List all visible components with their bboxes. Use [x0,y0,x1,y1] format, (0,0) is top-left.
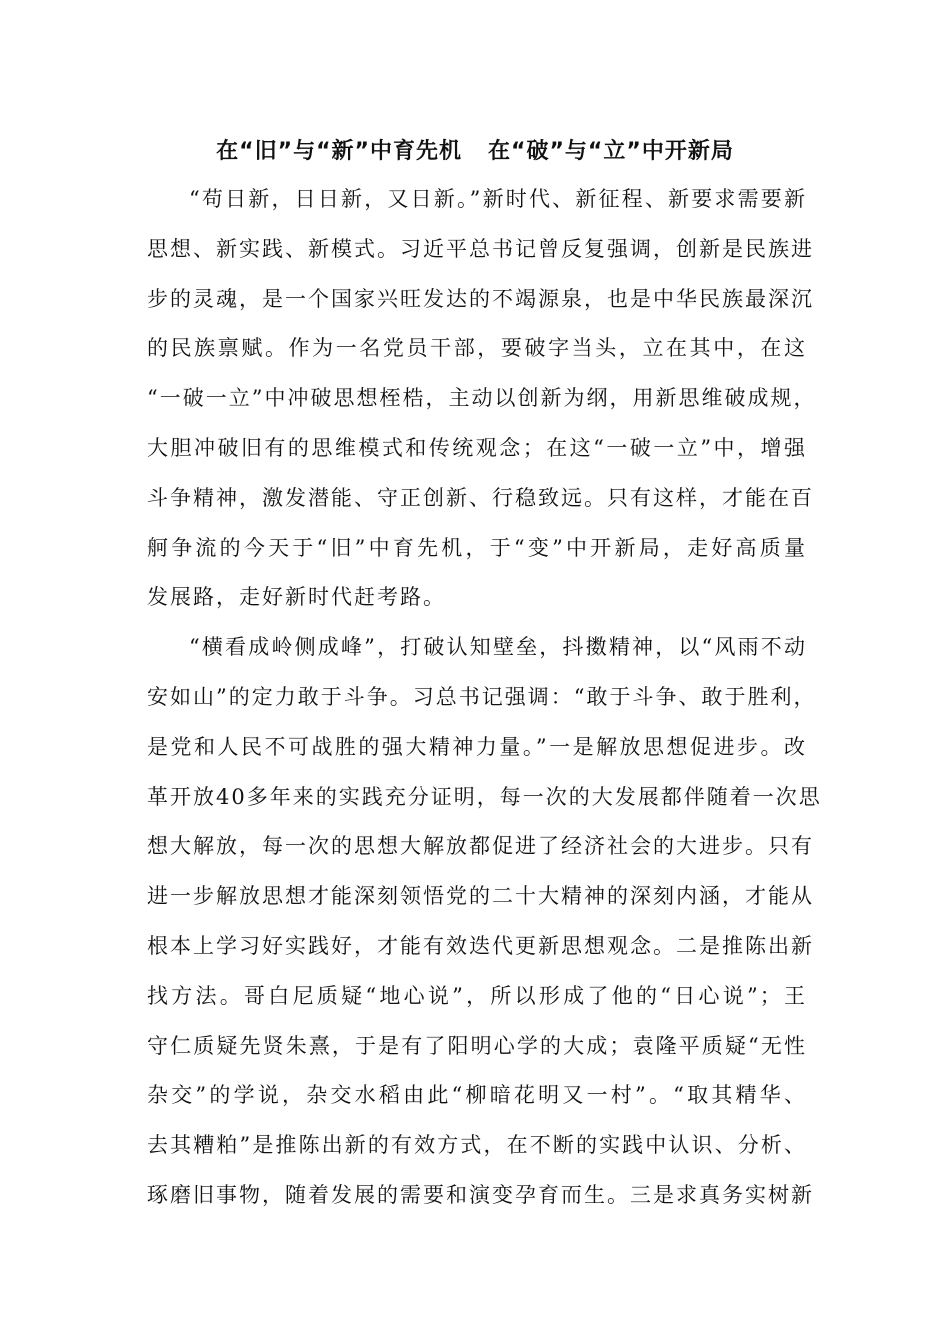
text-line [147,1071,807,1121]
document-title: 在“旧”与“新”中育先机 在“破”与“立”中开新局 [216,139,734,164]
text-line [147,822,814,872]
text-line-content: 根本上学习好实践好，才能有效迭代更新思想观念。二是推陈出新 [147,933,814,958]
text-line-content: “一破一立”中冲破思想桎梏，主动以创新为纲，用新思维破成规， [147,386,817,411]
text-line [147,524,807,574]
text-line [147,225,814,275]
text-line-content: 去其糟粕”是推陈出新的有效方式，在不断的实践中认识、分析、 [147,1133,807,1158]
text-line [147,175,807,225]
text-line [147,922,814,972]
paragraph-1 [147,175,817,623]
text-line-content: 找方法。哥白尼质疑“地心说”，所以形成了他的“日心说”；王 [147,983,807,1008]
text-line-content: 守仁质疑先贤朱熹，于是有了阳明心学的大成；袁隆平质疑“无性 [147,1033,807,1058]
text-line-content: 步的灵魂，是一个国家兴旺发达的不竭源泉，也是中华民族最深沉 [147,286,814,311]
text-line-content: 大胆冲破旧有的思维模式和传统观念；在这“一破一立”中，增强 [147,435,807,460]
text-line [147,374,817,424]
text-line-content: 的民族禀赋。作为一名党员干部，要破字当头，立在其中，在这 [147,336,807,361]
text-line-content: 安如山”的定力敢于斗争。习总书记强调：“敢于斗争、敢于胜利， [147,684,817,709]
text-line [147,1171,814,1221]
text-line-content: 革开放40多年来的实践充分证明，每一次的大发展都伴随着一次思 [147,784,822,809]
text-line-content: “横看成岭侧成峰”，打破认知壁垒，抖擞精神，以“风雨不动 [189,635,807,660]
text-line-content: 杂交”的学说，杂交水稻由此“柳暗花明又一村”。“取其精华、 [147,1083,807,1108]
text-line [147,324,807,374]
text-line-content: 琢磨旧事物，随着发展的需要和演变孕育而生。三是求真务实树新 [147,1182,814,1207]
text-line [147,872,814,922]
text-line [147,424,807,474]
text-line [147,673,817,723]
text-line [147,275,814,325]
text-line [147,972,807,1022]
text-line-content: 舸争流的今天于“旧”中育先机，于“变”中开新局，走好高质量 [147,535,807,560]
text-line-content: 是党和人民不可战胜的强大精神力量。”一是解放思想促进步。改 [147,734,807,759]
text-line [147,623,807,673]
text-line [147,1121,807,1171]
text-line [147,773,822,823]
text-line [147,474,814,524]
text-line-content: “苟日新，日日新，又日新。”新时代、新征程、新要求需要新 [189,187,807,211]
text-line [147,1022,807,1072]
text-line-content: 发展路，走好新时代赶考路。 [147,585,446,610]
text-line [147,573,807,623]
paragraph-2 [147,623,822,1221]
document-body [147,175,822,1221]
text-line-content: 思想、新实践、新模式。习近平总书记曾反复强调，创新是民族进 [147,236,814,261]
text-line-content: 斗争精神，激发潜能、守正创新、行稳致远。只有这样，才能在百 [147,485,814,510]
text-line [147,723,807,773]
text-line-content: 想大解放，每一次的思想大解放都促进了经济社会的大进步。只有 [147,834,814,859]
text-line-content: 进一步解放思想才能深刻领悟党的二十大精神的深刻内涵，才能从 [147,884,814,909]
